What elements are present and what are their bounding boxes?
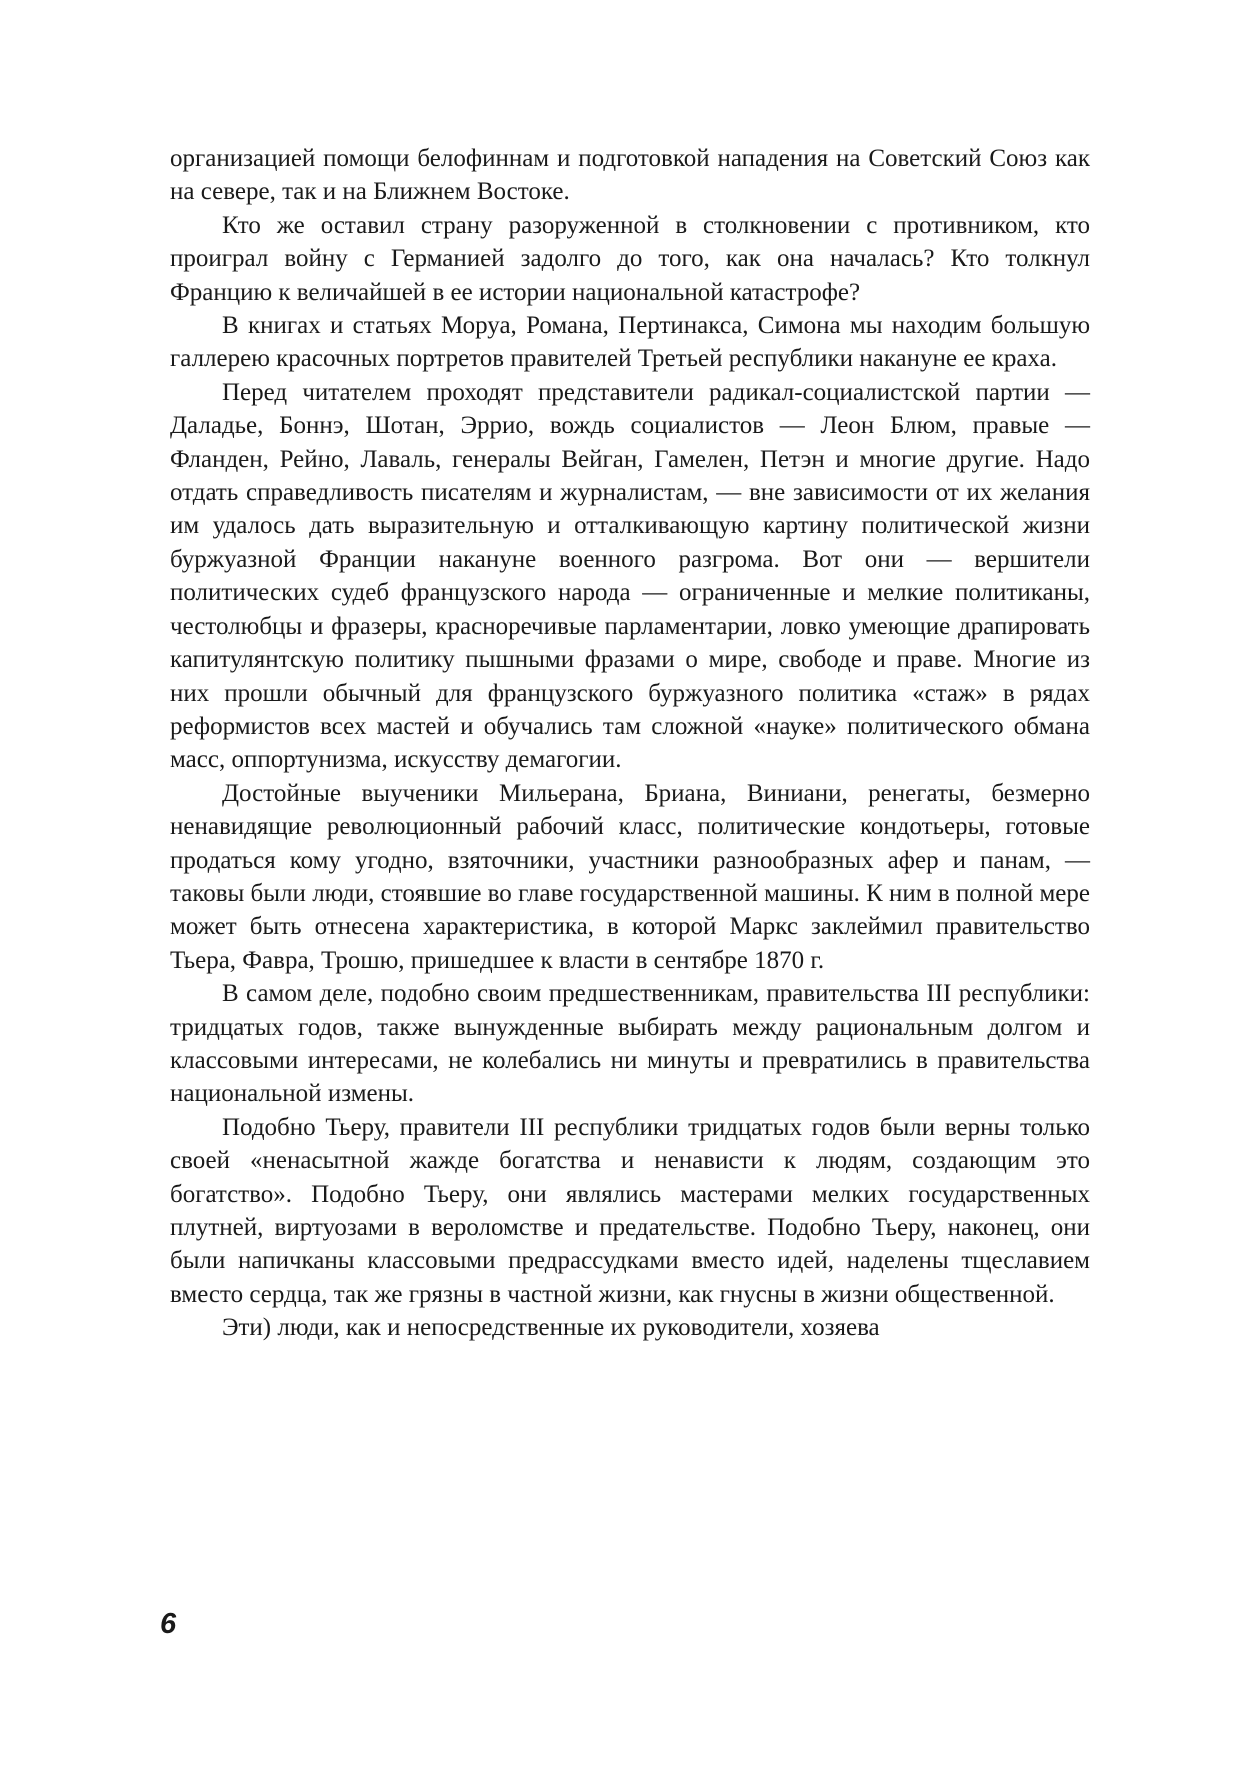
paragraph-8: Эти) люди, как и непосредственные их руководители, хозяева xyxy=(222,1314,880,1342)
paragraph-2: Кто же оставил страну разоруженной в столкновении с противником, кто проиграл войну с Германией задолго до того, как она началась? Кто толкнул Францию к величайшей в ее истории национальной катастрофе? xyxy=(170,211,1090,306)
page-number: 6 xyxy=(160,1608,177,1640)
paragraph-6: В самом деле, подобно своим предшественникам, правительства III республики: тридцатых годов, также вынужденные выбирать между рациональным долгом и классовыми интересами, не колебались ни минуты и превратились в правительства национальной измены. xyxy=(170,980,1090,1108)
paragraph-4: Перед читателем проходят представители радикал-социалистской партии — Даладье, Боннэ, Шотан, Эррио, вождь социалистов — Леон Блюм, правые — Фланден, Рейно, Лаваль, генералы Вейган, Гамелен, Петэн и многие другие. Надо отдать справедливость писателям и журналистам, — вне зависимости от их желания им удалось дать выразительную и отталкивающую картину политической жизни буржуазной Франции накануне военного разгрома. Вот они — вершители политических судеб французского народа — ограниченные и мелкие политиканы, честолюбцы и фразеры, красноречивые парламентарии, ловко умеющие драпировать капитулянтскую политику пышными фразами о мире, свободе и праве. Многие из них прошли обычный для французского буржуазного политика «стаж» в рядах реформистов всех мастей и обучались там сложной «науке» политического обмана масс, оппортунизма, искусству демагогии. xyxy=(170,378,1090,774)
paragraph-5: Достойные выученики Мильерана, Бриана, Виниани, ренегаты, безмерно ненавидящие революционный рабочий класс, политические кондотьеры, готовые продаться кому угодно, взяточники, участники разнообразных афер и панам, — таковы были люди, стоявшие во главе государственной машины. К ним в полной мере может быть отнесена характеристика, в которой Маркс заклеймил правительство Тьера, Фавра, Трошю, пришедшее к власти в сентябре 1870 г. xyxy=(170,779,1090,974)
paragraph-3: В книгах и статьях Моруа, Романа, Пертинакса, Симона мы находим большую галлерею красочных портретов правителей Третьей республики накануне ее краха. xyxy=(170,312,1090,373)
paragraph-1: организацией помощи белофиннам и подготовкой нападения на Советский Союз как на севере, так и на Ближнем Востоке. xyxy=(170,145,1090,206)
paragraph-7: Подобно Тьеру, правители III республики тридцатых годов были верны только своей «ненасытной жажде богатства и ненависти к людям, создающим это богатство». Подобно Тьеру, они являлись мастерами мелких государственных плутней, виртуозами в вероломстве и предательстве. Подобно Тьеру, наконец, они были напичканы классовыми предрассудками вместо идей, наделены тщеславием вместо сердца, так же грязны в частной жизни, как гнусны в жизни общественной. xyxy=(170,1113,1090,1308)
body-text xyxy=(170,142,1090,1345)
